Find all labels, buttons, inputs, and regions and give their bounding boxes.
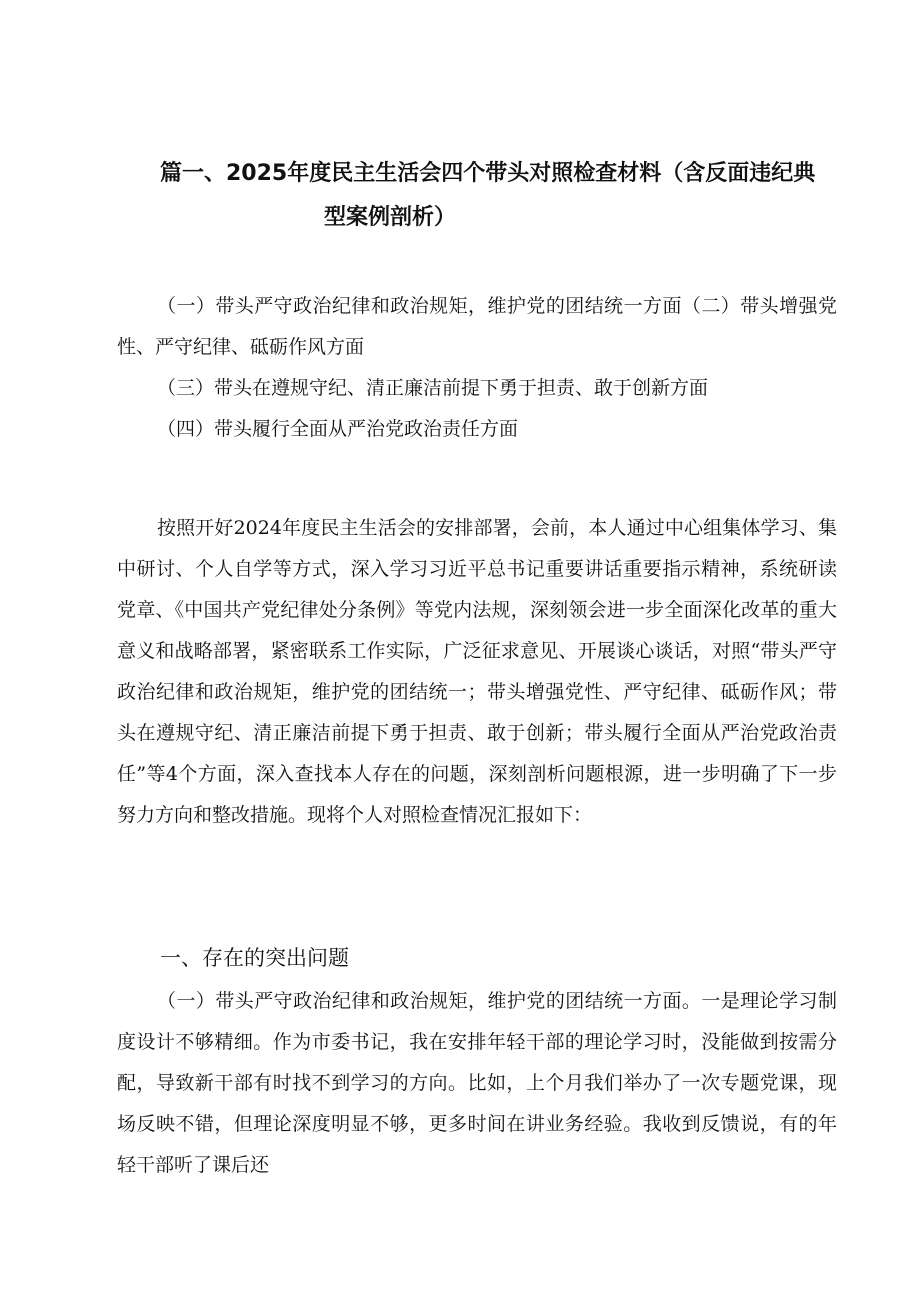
toc-item-3: （三）带头在遵规守纪、清正廉洁前提下勇于担责、敢于创新方面 xyxy=(157,377,709,399)
title-line-1: 篇一、2025年度民主生活会四个带头对照检查材料（含反面违纪典 xyxy=(160,161,816,186)
intro-block xyxy=(117,508,837,836)
toc-item-1: （一）带头严守政治纪律和政治规矩，维护党的团结统一方面（二）带头增强党性、严守纪律、砥砺作风方面 xyxy=(117,295,837,358)
title-line-2: 型案例剖析） xyxy=(324,205,457,230)
section-heading: 一、存在的突出问题 xyxy=(160,946,349,970)
section-block xyxy=(117,981,837,1186)
toc-item-4: （四）带头履行全面从严治党政治责任方面 xyxy=(157,418,519,440)
toc-list xyxy=(117,286,837,450)
section-paragraph: （一）带头严守政治纪律和政治规矩，维护党的团结统一方面。一是理论学习制度设计不够精细。作为市委书记，我在安排年轻干部的理论学习时，没能做到按需分配，导致新干部有时找不到学习的方向。比如，上个月我们举办了一次专题党课，现场反映不错，但理论深度明显不够，更多时间在讲业务经验。我收到反馈说，有的年轻干部听了课后还 xyxy=(117,990,837,1176)
document-title xyxy=(160,152,850,240)
intro-paragraph: 按照开好2024年度民主生活会的安排部署，会前，本人通过中心组集体学习、集中研讨、个人自学等方式，深入学习习近平总书记重要讲话重要指示精神，系统研读党章、《中国共产党纪律处分条例》等党内法规，深刻领会进一步全面深化改革的重大意义和战略部署，紧密联系工作实际，广泛征求意见、开展谈心谈话，对照“带头严守政治纪律和政治规矩，维护党的团结统一；带头增强党性、严守纪律、砥砺作风；带头在遵规守纪、清正廉洁前提下勇于担责、敢于创新；带头履行全面从严治党政治责任”等4个方面，深入查找本人存在的问题，深刻剖析问题根源，进一步明确了下一步努力方向和整改措施。现将个人对照检查情况汇报如下： xyxy=(117,517,837,826)
